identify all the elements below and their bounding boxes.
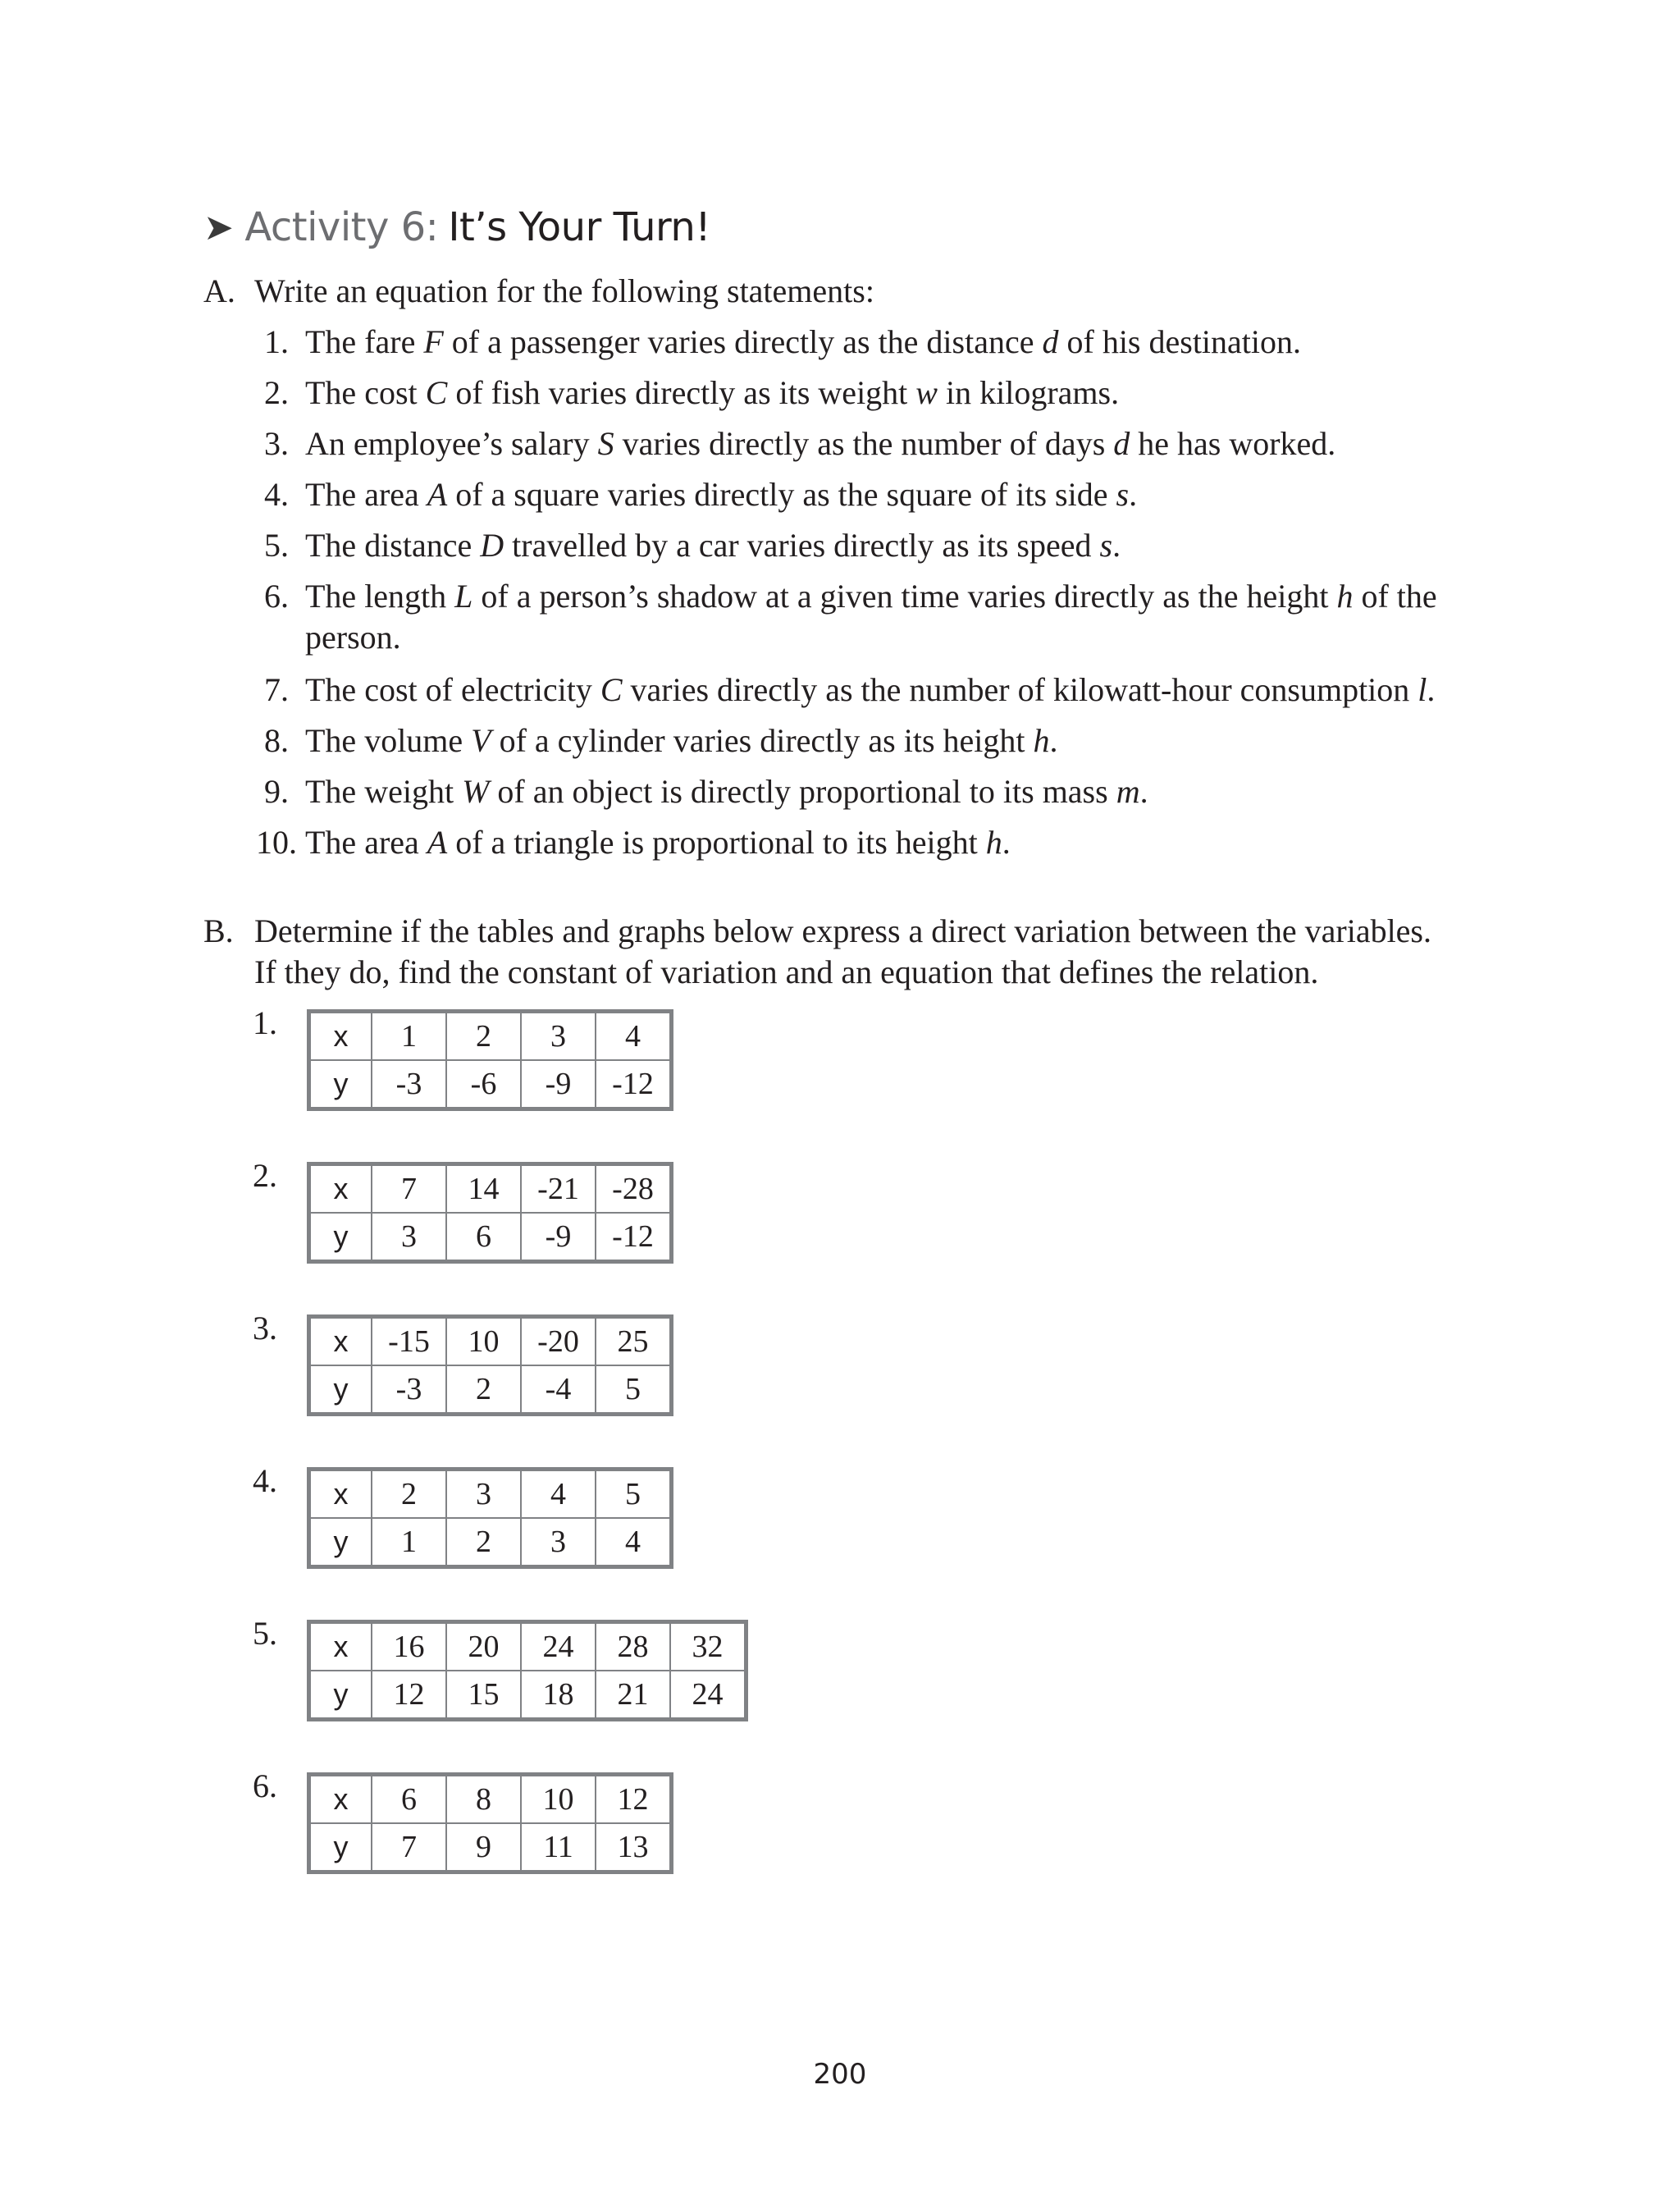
values-table: [307, 1009, 673, 1111]
table-row: [309, 1213, 672, 1262]
table-row: [309, 1164, 672, 1214]
value-cell: -9: [521, 1060, 596, 1109]
item-text: An employee’s salary S varies directly as the number of days d he has worked.: [305, 425, 1336, 462]
value-cell: 5: [596, 1365, 672, 1415]
section-b-instruction-line2: If they do, find the constant of variation and an equation that defines the relation.: [254, 953, 1319, 990]
value-cell: 9: [446, 1823, 521, 1872]
item-text: The length L of a person’s shadow at a given time varies directly as the height h of the person.: [305, 578, 1437, 656]
values-table: [307, 1772, 673, 1874]
table-row: [309, 1365, 672, 1415]
value-cell: 10: [521, 1775, 596, 1824]
item-text: The volume V of a cylinder varies directly as its height h.: [305, 722, 1058, 759]
value-cell: 2: [446, 1012, 521, 1061]
item-text: The area A of a triangle is proportional to its height h.: [305, 824, 1011, 861]
value-cell: 2: [446, 1365, 521, 1415]
value-cell: 16: [372, 1622, 446, 1671]
value-cell: 3: [521, 1518, 596, 1567]
value-cell: 8: [446, 1775, 521, 1824]
value-cell: -12: [596, 1060, 672, 1109]
value-cell: 1: [372, 1518, 446, 1567]
value-cell: 6: [446, 1213, 521, 1262]
item-text: The fare F of a passenger varies directly as the distance d of his destination.: [305, 323, 1302, 360]
item-number: 9.: [264, 773, 289, 810]
variable-cell: x: [309, 1012, 372, 1061]
activity-heading: [203, 199, 710, 256]
value-cell: 6: [372, 1775, 446, 1824]
item-number: 2.: [264, 374, 289, 411]
table-label: 3.: [253, 1310, 277, 1346]
value-cell: 4: [596, 1518, 672, 1567]
value-cell: 18: [521, 1671, 596, 1720]
value-cell: -4: [521, 1365, 596, 1415]
value-cell: 24: [521, 1622, 596, 1671]
variable-cell: x: [309, 1622, 372, 1671]
item-number: 6.: [264, 578, 289, 615]
item-number: 10.: [256, 824, 297, 861]
table-row: [309, 1823, 672, 1872]
table-label: 5.: [253, 1615, 277, 1652]
variable-cell: y: [309, 1060, 372, 1109]
value-cell: -3: [372, 1060, 446, 1109]
variable-cell: y: [309, 1213, 372, 1262]
value-cell: 7: [372, 1823, 446, 1872]
value-cell: -6: [446, 1060, 521, 1109]
values-table: [307, 1467, 673, 1569]
variable-cell: x: [309, 1775, 372, 1824]
value-cell: 13: [596, 1823, 672, 1872]
value-cell: 20: [446, 1622, 521, 1671]
page-number: 200: [813, 2058, 867, 2091]
table-label: 1.: [253, 1004, 277, 1041]
value-cell: 3: [521, 1012, 596, 1061]
value-cell: 28: [596, 1622, 670, 1671]
table-label: 4.: [253, 1462, 277, 1499]
value-cell: 12: [372, 1671, 446, 1720]
table-row: [309, 1317, 672, 1366]
variable-cell: x: [309, 1317, 372, 1366]
value-cell: 24: [670, 1671, 746, 1720]
table-label: 2.: [253, 1157, 277, 1194]
value-cell: -21: [521, 1164, 596, 1214]
values-table: [307, 1314, 673, 1416]
item-text: The weight W of an object is directly proportional to its mass m.: [305, 773, 1148, 810]
item-text: The cost of electricity C varies directly as the number of kilowatt-hour consumption l.: [305, 671, 1436, 708]
value-cell: 25: [596, 1317, 672, 1366]
section-a-instruction: Write an equation for the following statements:: [254, 272, 874, 309]
value-cell: 4: [521, 1470, 596, 1519]
value-cell: 7: [372, 1164, 446, 1214]
variable-cell: x: [309, 1164, 372, 1214]
value-cell: 10: [446, 1317, 521, 1366]
value-cell: 21: [596, 1671, 670, 1720]
value-cell: -12: [596, 1213, 672, 1262]
section-a-letter: A.: [203, 272, 235, 309]
item-number: 5.: [264, 527, 289, 564]
table-row: [309, 1470, 672, 1519]
table-row: [309, 1775, 672, 1824]
values-table: [307, 1162, 673, 1264]
table-row: [309, 1012, 672, 1061]
section-b-letter: B.: [203, 912, 234, 949]
value-cell: 2: [372, 1470, 446, 1519]
value-cell: 4: [596, 1012, 672, 1061]
table-row: [309, 1671, 746, 1720]
table-row: [309, 1518, 672, 1567]
value-cell: 12: [596, 1775, 672, 1824]
item-text: The cost C of fish varies directly as its weight w in kilograms.: [305, 374, 1120, 411]
item-number: 7.: [264, 671, 289, 708]
variable-cell: y: [309, 1671, 372, 1720]
value-cell: 15: [446, 1671, 521, 1720]
item-number: 1.: [264, 323, 289, 360]
item-number: 8.: [264, 722, 289, 759]
activity-label: Activity 6:: [244, 204, 439, 250]
activity-title: It’s Your Turn!: [448, 204, 711, 250]
values-table: [307, 1620, 748, 1721]
value-cell: -28: [596, 1164, 672, 1214]
value-cell: -9: [521, 1213, 596, 1262]
value-cell: 32: [670, 1622, 746, 1671]
item-text: The area A of a square varies directly as the square of its side s.: [305, 476, 1138, 513]
value-cell: 1: [372, 1012, 446, 1061]
table-row: [309, 1622, 746, 1671]
value-cell: 14: [446, 1164, 521, 1214]
value-cell: -20: [521, 1317, 596, 1366]
value-cell: 5: [596, 1470, 672, 1519]
value-cell: -3: [372, 1365, 446, 1415]
variable-cell: y: [309, 1365, 372, 1415]
value-cell: 11: [521, 1823, 596, 1872]
table-row: [309, 1060, 672, 1109]
variable-cell: x: [309, 1470, 372, 1519]
value-cell: 3: [446, 1470, 521, 1519]
item-number: 4.: [264, 476, 289, 513]
variable-cell: y: [309, 1823, 372, 1872]
value-cell: 3: [372, 1213, 446, 1262]
value-cell: -15: [372, 1317, 446, 1366]
section-b-instruction-line1: Determine if the tables and graphs below express a direct variation between the variables.: [254, 912, 1431, 949]
value-cell: 2: [446, 1518, 521, 1567]
table-label: 6.: [253, 1767, 277, 1804]
arrow-bullet-icon: ➤: [203, 206, 234, 249]
item-number: 3.: [264, 425, 289, 462]
variable-cell: y: [309, 1518, 372, 1567]
item-text: The distance D travelled by a car varies directly as its speed s.: [305, 527, 1121, 564]
